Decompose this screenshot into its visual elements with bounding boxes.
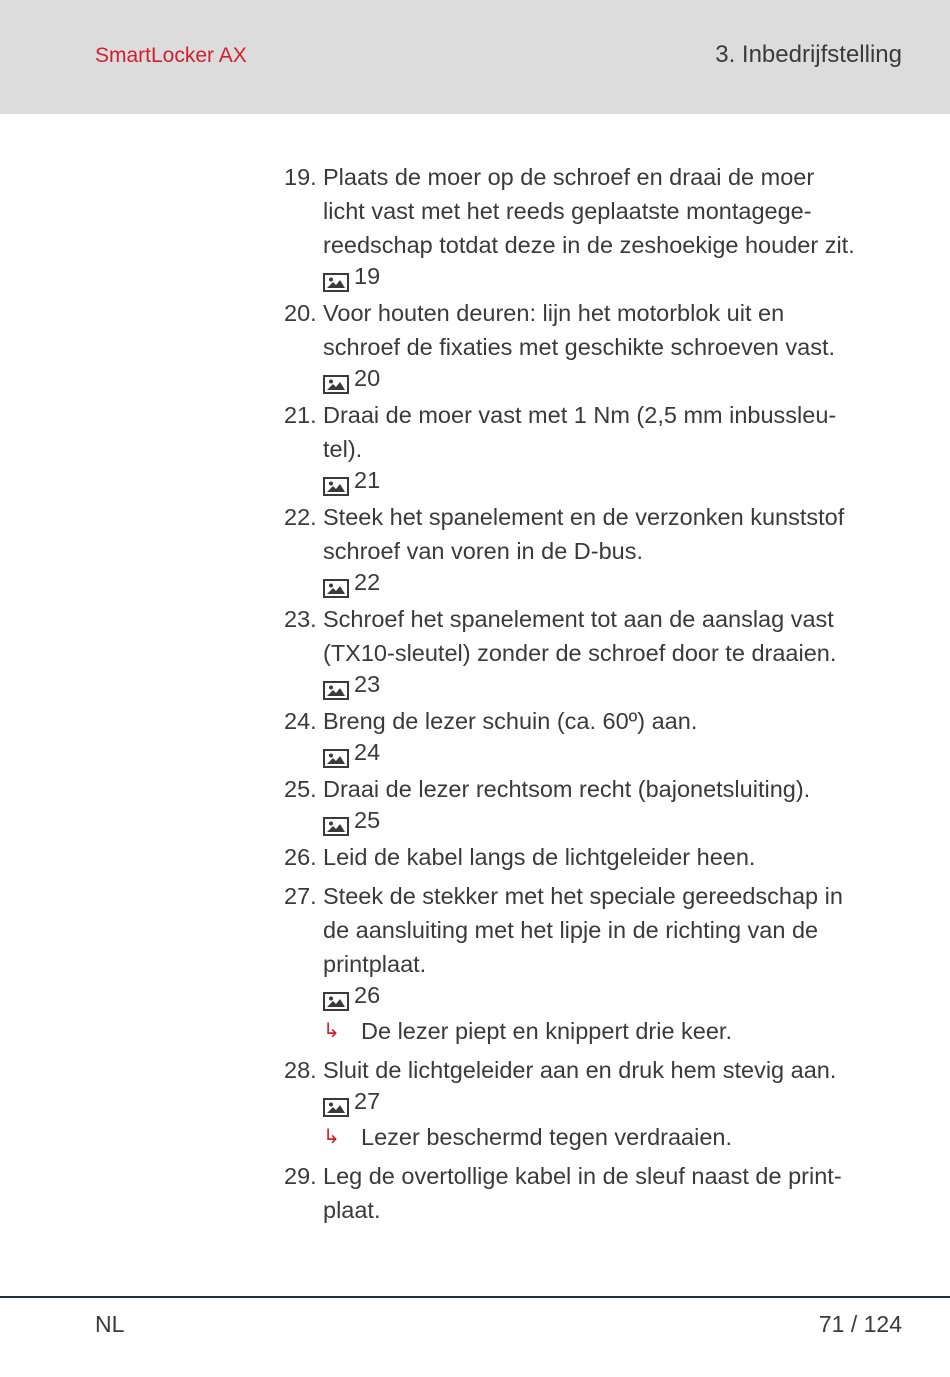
- image-icon: [323, 811, 349, 830]
- step-text-line: de aansluiting met het lipje in de richting van de: [323, 917, 819, 943]
- figure-reference: [323, 669, 904, 699]
- figure-number: 22: [354, 569, 381, 595]
- step-text-line: Draai de moer vast met 1 Nm (2,5 mm inbussleu-: [323, 402, 837, 428]
- step-text-line: (TX10-sleutel) zonder de schroef door te draaien.: [323, 640, 837, 666]
- step-result: [323, 1120, 904, 1154]
- step-text-line: Leg de overtollige kabel in de sleuf naast de print-: [323, 1163, 842, 1189]
- step-text-line: Voor houten deuren: lijn het motorblok uit en: [323, 300, 785, 326]
- step-23: [284, 602, 904, 699]
- step-text-line: reedschap totdat deze in de zeshoekige houder zit.: [323, 232, 855, 258]
- step-text-line: printplaat.: [323, 951, 427, 977]
- result-arrow-icon: ↳: [323, 1126, 340, 1148]
- step-19: [284, 160, 904, 291]
- figure-reference: [323, 567, 904, 597]
- step-21: [284, 398, 904, 495]
- image-icon: [323, 369, 349, 388]
- figure-number: 27: [354, 1088, 381, 1114]
- step-29: [284, 1159, 904, 1227]
- figure-number: 20: [354, 365, 381, 391]
- figure-number: 19: [354, 263, 381, 289]
- instruction-list: [284, 160, 904, 1232]
- step-number: 28.: [284, 1057, 317, 1083]
- figure-number: 24: [354, 739, 381, 765]
- step-number: 23.: [284, 606, 317, 632]
- step-number: 25.: [284, 776, 317, 802]
- step-number: 29.: [284, 1163, 317, 1189]
- result-text: Lezer beschermd tegen verdraaien.: [361, 1124, 732, 1150]
- step-text-line: Breng de lezer schuin (ca. 60º) aan.: [323, 708, 698, 734]
- figure-number: 21: [354, 467, 381, 493]
- step-number: 22.: [284, 504, 317, 530]
- step-22: [284, 500, 904, 597]
- step-text-line: Plaats de moer op de schroef en draai de moer: [323, 164, 815, 190]
- image-icon: [323, 573, 349, 592]
- step-text-line: schroef de fixaties met geschikte schroeven vast.: [323, 334, 836, 360]
- image-icon: [323, 471, 349, 490]
- result-arrow-icon: ↳: [323, 1020, 340, 1042]
- figure-reference: [323, 363, 904, 393]
- step-text-line: tel).: [323, 436, 363, 462]
- step-number: 21.: [284, 402, 317, 428]
- footer-divider: [0, 1296, 950, 1298]
- step-result: [323, 1014, 904, 1048]
- figure-reference: [323, 465, 904, 495]
- image-icon: [323, 743, 349, 762]
- page-header: [0, 0, 950, 114]
- language-code: NL: [95, 1311, 125, 1337]
- figure-reference: [323, 737, 904, 767]
- figure-number: 23: [354, 671, 381, 697]
- step-25: [284, 772, 904, 835]
- step-number: 24.: [284, 708, 317, 734]
- step-text-line: Leid de kabel langs de lichtgeleider heen.: [323, 844, 756, 870]
- figure-reference: [323, 1086, 904, 1116]
- step-28: [284, 1053, 904, 1154]
- step-text-line: Draai de lezer rechtsom recht (bajonetsluiting).: [323, 776, 811, 802]
- image-icon: [323, 267, 349, 286]
- page-number: 71 / 124: [818, 1311, 902, 1337]
- step-text-line: Steek de stekker met het speciale gereedschap in: [323, 883, 843, 909]
- step-number: 20.: [284, 300, 317, 326]
- step-text-line: Steek het spanelement en de verzonken kunststof: [323, 504, 845, 530]
- step-number: 26.: [284, 844, 317, 870]
- step-26: [284, 840, 904, 874]
- brand-name: SmartLocker AX: [95, 44, 247, 67]
- result-text: De lezer piept en knippert drie keer.: [361, 1018, 732, 1044]
- image-icon: [323, 1092, 349, 1111]
- figure-reference: [323, 261, 904, 291]
- step-text-line: plaat.: [323, 1197, 381, 1223]
- figure-number: 25: [354, 807, 381, 833]
- image-icon: [323, 986, 349, 1005]
- step-text-line: Sluit de lichtgeleider aan en druk hem stevig aan.: [323, 1057, 837, 1083]
- figure-reference: [323, 805, 904, 835]
- step-number: 19.: [284, 164, 317, 190]
- step-text-line: Schroef het spanelement tot aan de aanslag vast: [323, 606, 834, 632]
- section-title: 3. Inbedrijfstelling: [715, 41, 902, 68]
- step-27: [284, 879, 904, 1048]
- step-text-line: licht vast met het reeds geplaatste montagege-: [323, 198, 812, 224]
- step-number: 27.: [284, 883, 317, 909]
- figure-reference: [323, 980, 904, 1010]
- step-text-line: schroef van voren in de D-bus.: [323, 538, 644, 564]
- step-20: [284, 296, 904, 393]
- image-icon: [323, 675, 349, 694]
- step-24: [284, 704, 904, 767]
- figure-number: 26: [354, 982, 381, 1008]
